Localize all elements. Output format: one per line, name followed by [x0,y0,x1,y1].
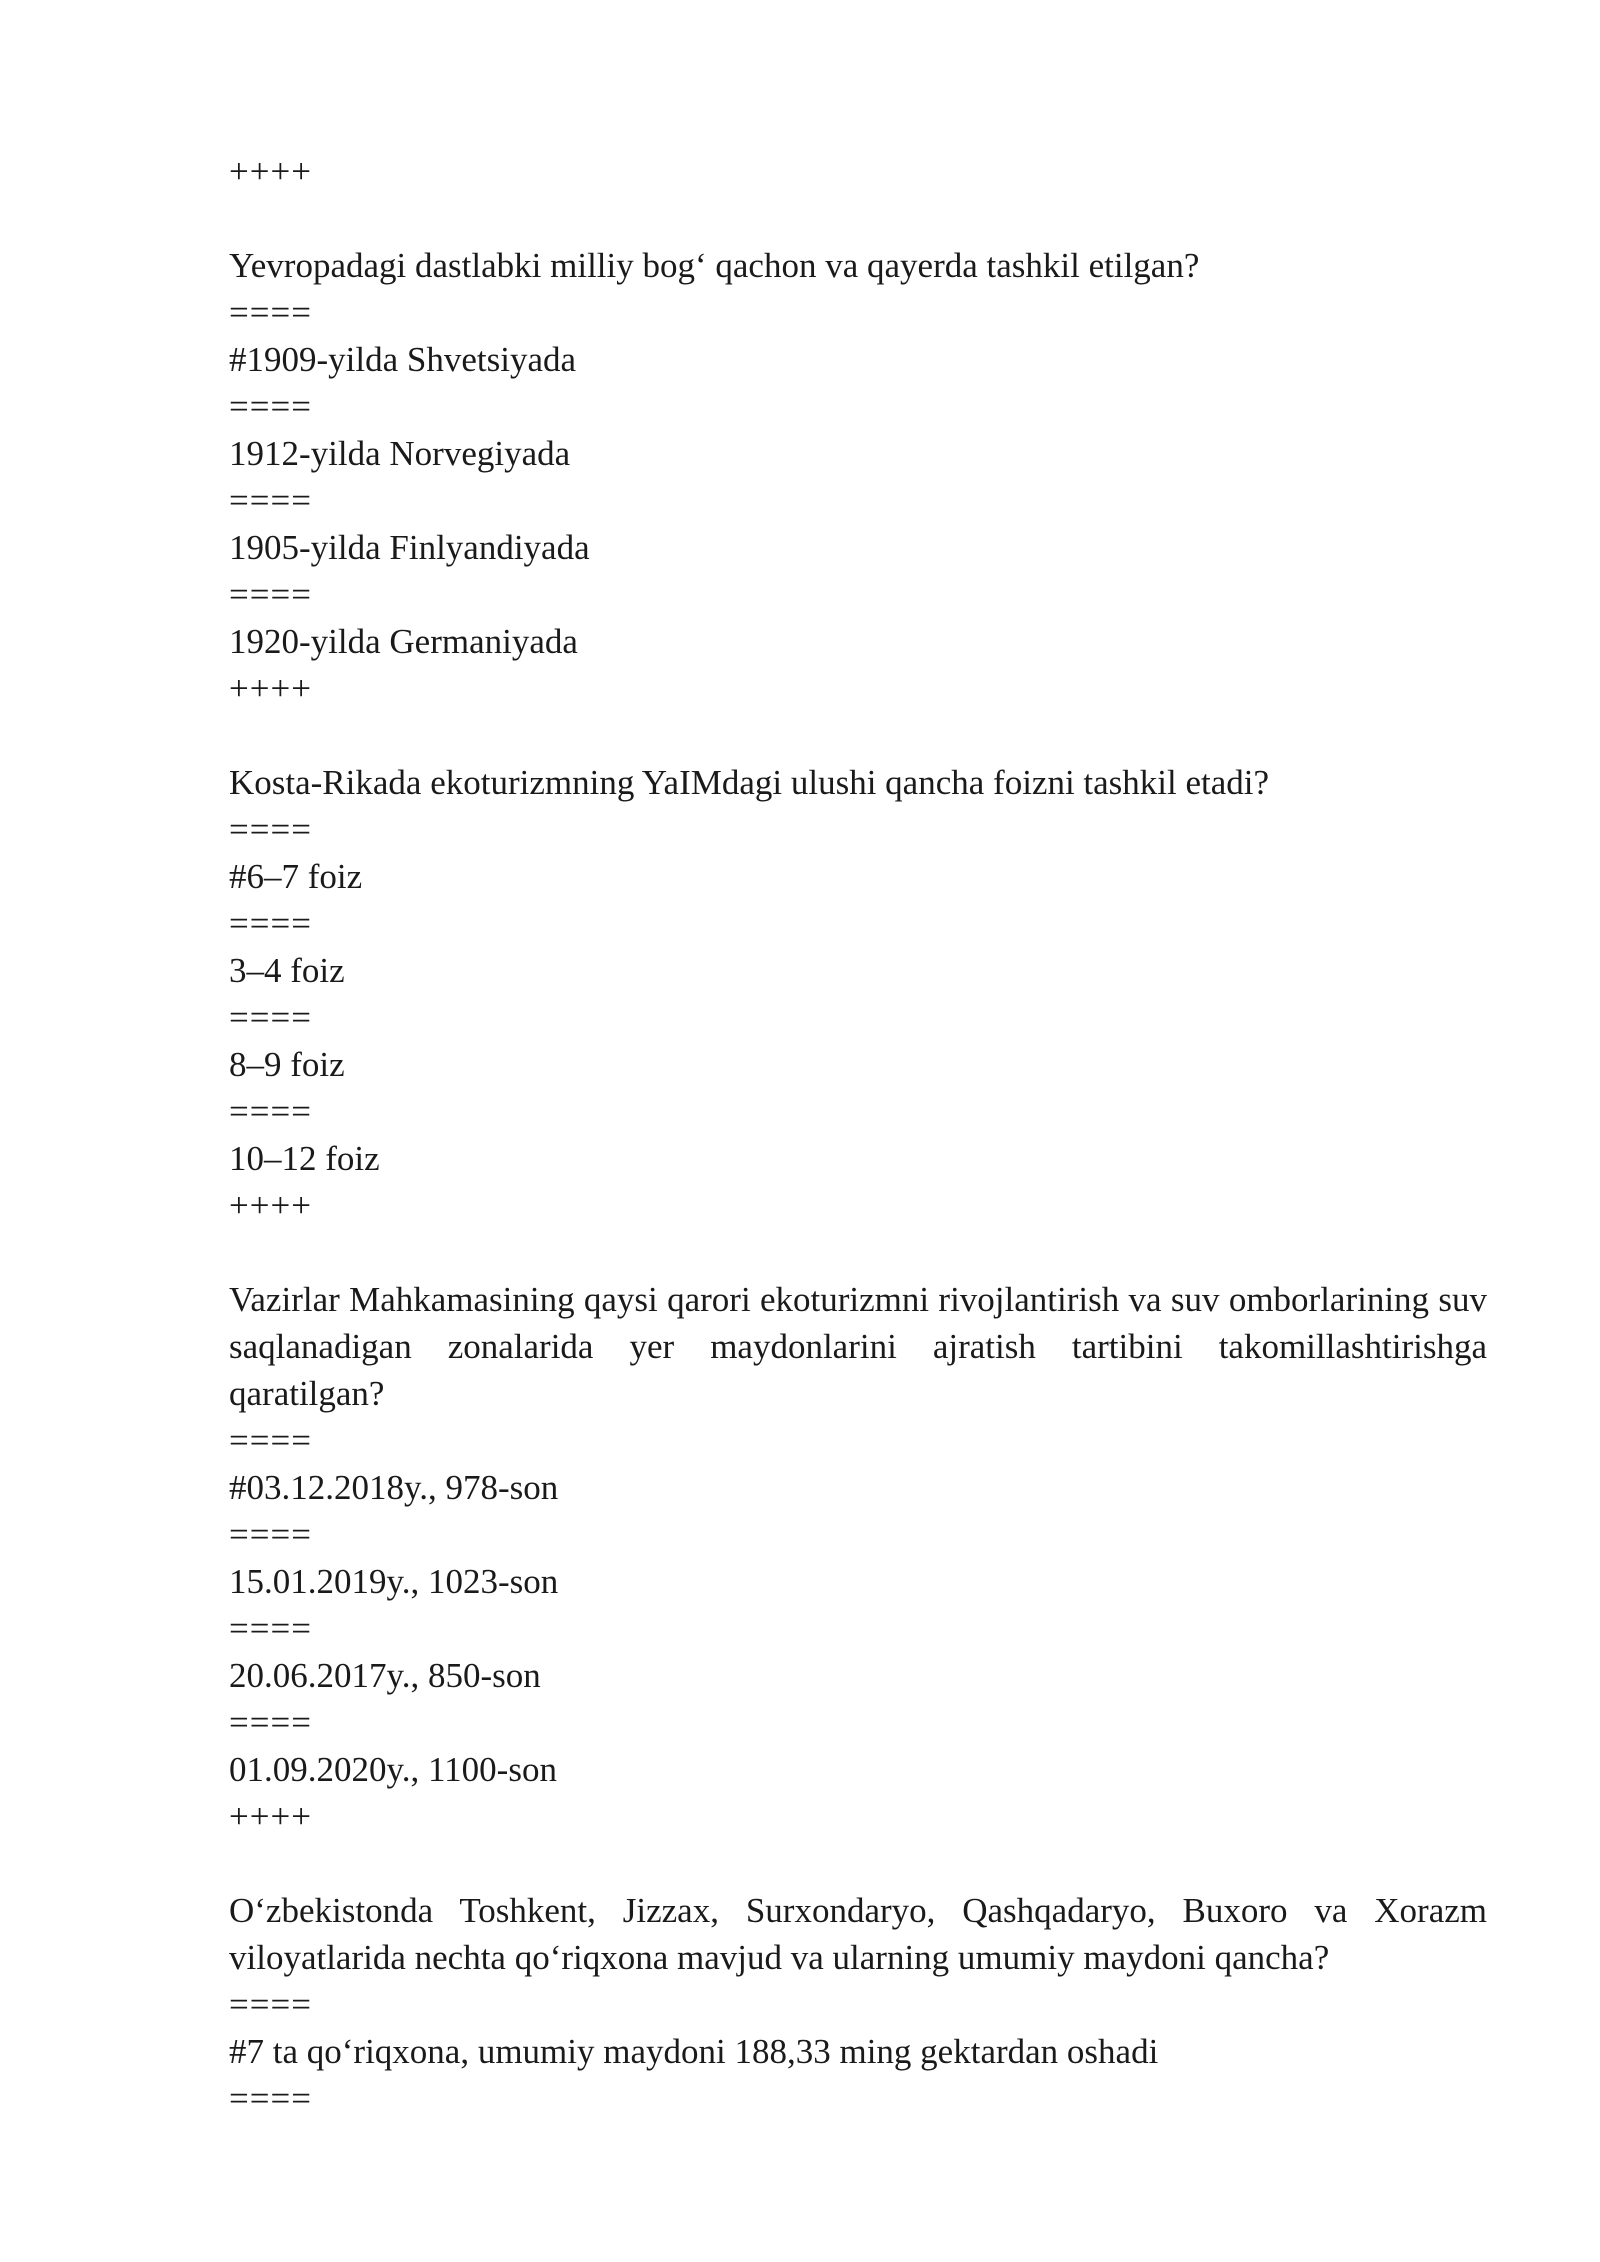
option-separator: ==== [229,1515,312,1554]
spacer [229,1229,1487,1276]
document-page [229,148,1487,2122]
question-text: O‘zbekistonda Toshkent, Jizzax, Surxondaryo, Qashqadaryo, Buxoro va Xorazm viloyatlarida nechta qo‘riqxona mavjud va ularning umumiy maydoni qancha? [229,1891,1487,1977]
spacer [229,1840,1487,1887]
answer-option-correct: #6–7 foiz [229,857,363,896]
option-separator: ==== [229,481,312,520]
answer-option: 1905-yilda Finlyandiyada [229,528,590,567]
option-separator: ==== [229,1092,312,1131]
option-separator: ==== [229,1421,312,1460]
block-end-marker: ++++ [229,1797,312,1836]
answer-option-correct: #7 ta qo‘riqxona, umumiy maydoni 188,33 ming gektardan oshadi [229,2032,1159,2071]
option-separator: ==== [229,2079,312,2118]
question-text: Kosta-Rikada ekoturizmning YaIMdagi ulushi qancha foizni tashkil etadi? [229,763,1270,802]
block-end-marker: ++++ [229,669,312,708]
spacer [229,712,1487,759]
option-separator: ==== [229,387,312,426]
answer-option: 20.06.2017y., 850-son [229,1656,541,1695]
block-start-marker: ++++ [229,152,312,191]
answer-option: 10–12 foiz [229,1139,380,1178]
answer-option: 15.01.2019y., 1023-son [229,1562,559,1601]
answer-option-correct: #03.12.2018y., 978-son [229,1468,559,1507]
option-separator: ==== [229,575,312,614]
option-separator: ==== [229,293,312,332]
option-separator: ==== [229,1985,312,2024]
option-separator: ==== [229,1609,312,1648]
answer-option: 1912-yilda Norvegiyada [229,434,571,473]
answer-option: 3–4 foiz [229,951,345,990]
answer-option-correct: #1909-yilda Shvetsiyada [229,340,577,379]
question-text: Vazirlar Mahkamasining qaysi qarori ekoturizmni rivojlantirish va suv omborlarining suv saqlanadigan zonalarida yer maydonlarini ajratish tartibini takomillashtirishga qaratilgan? [229,1280,1487,1413]
question-text: Yevropadagi dastlabki milliy bog‘ qachon va qayerda tashkil etilgan? [229,246,1200,285]
answer-option: 8–9 foiz [229,1045,345,1084]
option-separator: ==== [229,904,312,943]
spacer [229,195,1487,242]
answer-option: 01.09.2020y., 1100-son [229,1750,557,1789]
option-separator: ==== [229,1703,312,1742]
answer-option: 1920-yilda Germaniyada [229,622,578,661]
option-separator: ==== [229,998,312,1037]
block-end-marker: ++++ [229,1186,312,1225]
option-separator: ==== [229,810,312,849]
